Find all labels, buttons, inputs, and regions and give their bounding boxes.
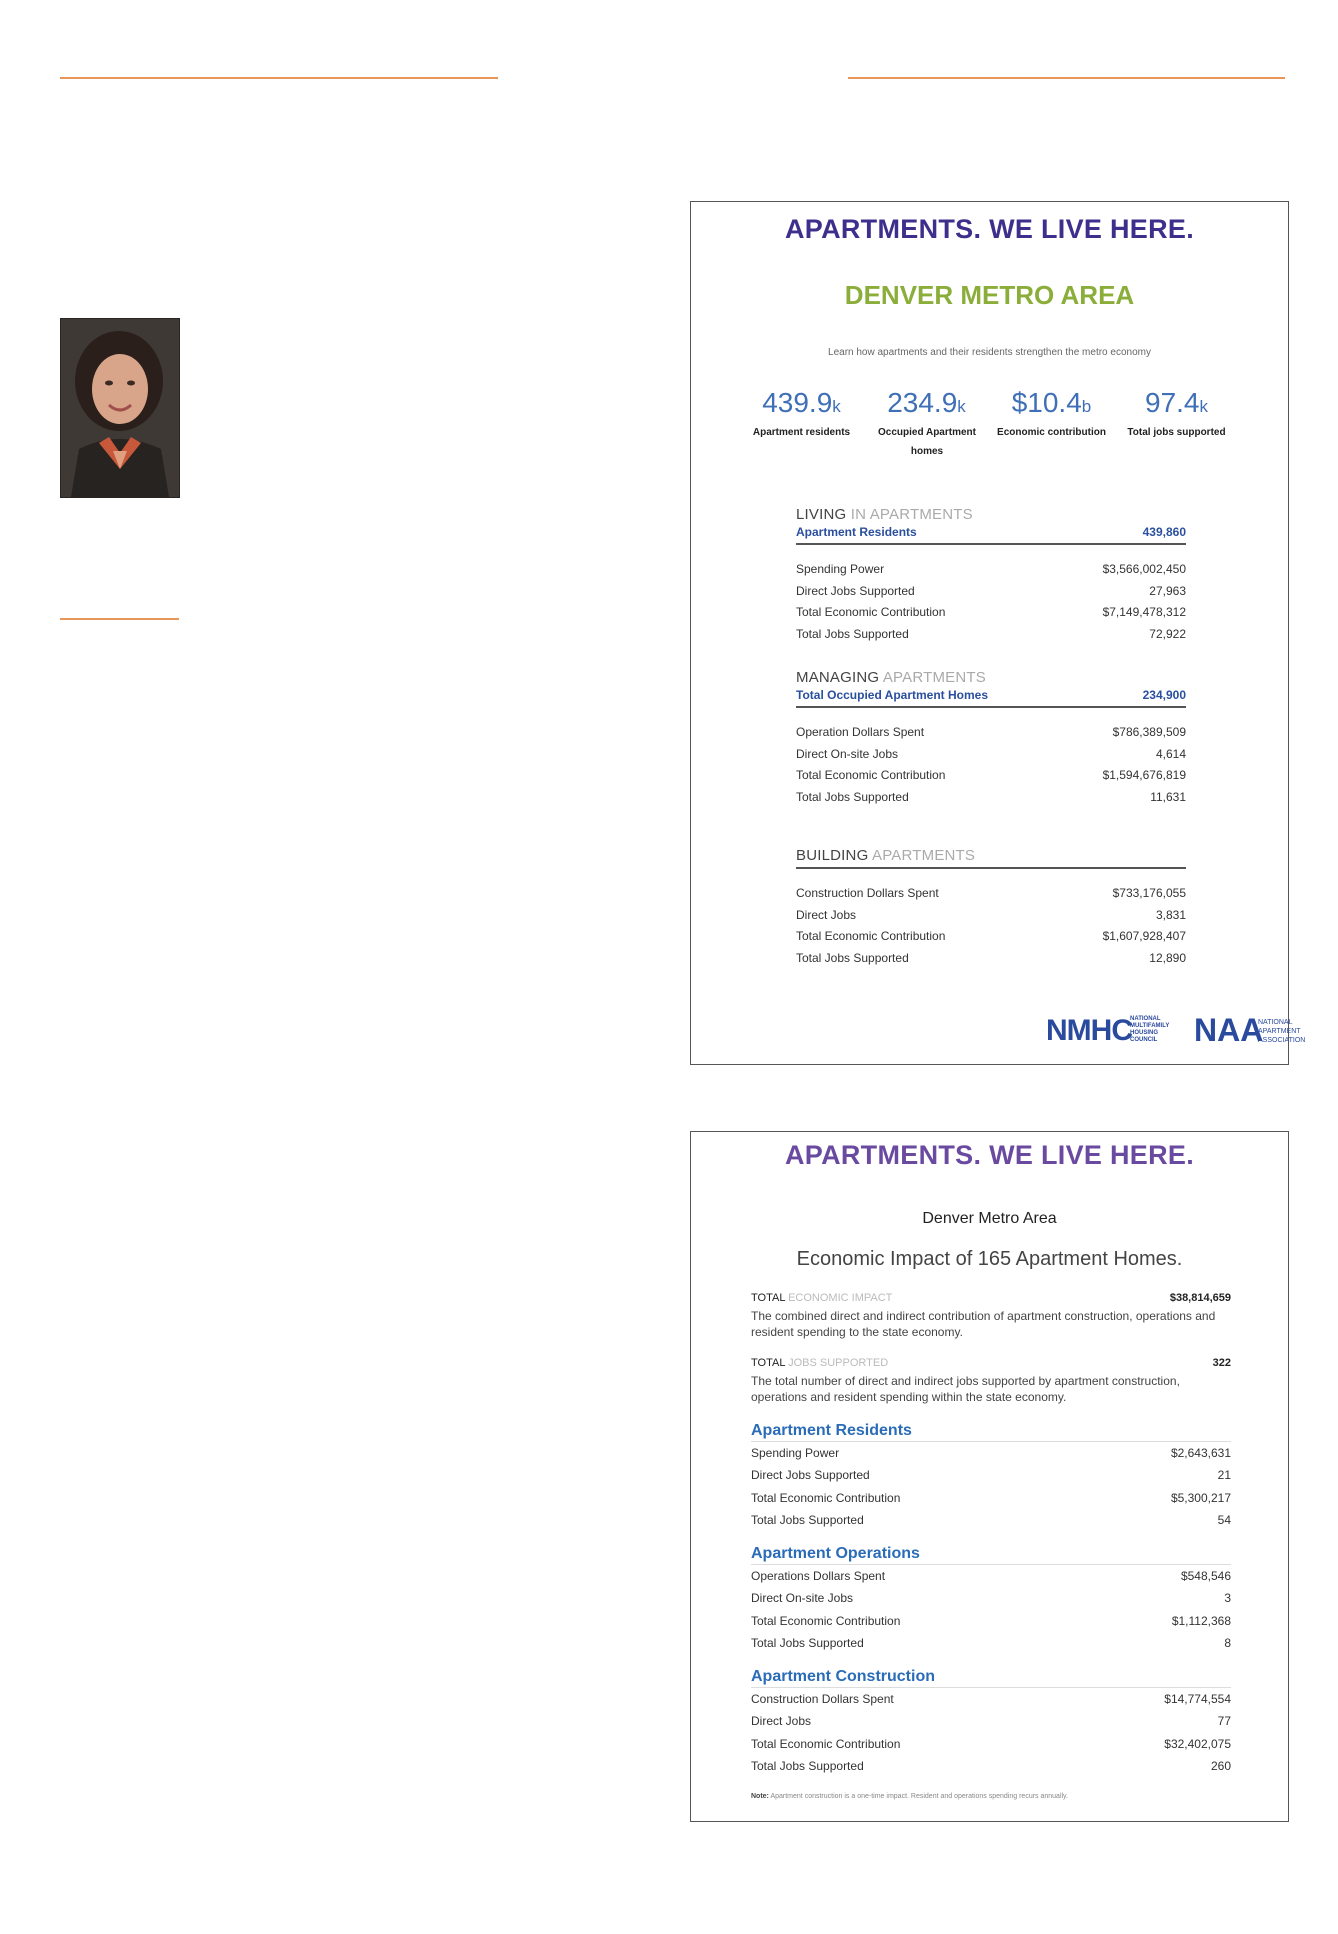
naa-logo-subtitle: NATIONAL APARTMENT ASSOCIATION (1258, 1019, 1306, 1044)
group-title: Apartment Residents (751, 1422, 1231, 1442)
table-row: Total Jobs Supported 8 (751, 1635, 1231, 1650)
stat-unit: k (957, 397, 966, 416)
stat-label: Apartment residents (752, 427, 851, 438)
table-row: Total Economic Contribution $1,594,676,819 (796, 768, 1186, 783)
table-row: Total Jobs Supported 12,890 (796, 950, 1186, 965)
section-header-line: Total Occupied Apartment Homes 234,900 (796, 686, 1186, 708)
section-header-line: Apartment Residents 439,860 (796, 523, 1186, 545)
author-photo (60, 318, 180, 498)
card2-metro-title: Denver Metro Area (922, 1210, 1057, 1227)
group-title: Apartment Operations (751, 1545, 1231, 1565)
stat-value: 234.9 (887, 387, 958, 418)
footnote: Note: Apartment construction is a one-time impact. Resident and operations spending recurs annually. (751, 1793, 1068, 1800)
card2-impact-title: Economic Impact of 165 Apartment Homes. (796, 1248, 1183, 1270)
stat-total-jobs (1114, 387, 1239, 442)
table-row: Direct Jobs 77 (751, 1714, 1231, 1729)
stat-unit: b (1081, 397, 1092, 416)
total-jobs-value: 322 (1212, 1357, 1231, 1369)
table-row: Operations Dollars Spent $548,546 (751, 1569, 1231, 1583)
table-row: Construction Dollars Spent $733,176,055 (796, 886, 1186, 900)
table-row: Total Economic Contribution $32,402,075 (751, 1736, 1231, 1751)
group-apartment-operations (751, 1545, 1231, 1654)
stat-label: Economic contribution (997, 427, 1106, 438)
denver-metro-fact-sheet (690, 201, 1306, 1065)
stat-occupied-homes (864, 387, 989, 461)
nmhc-logo-subtitle: NATIONAL MULTIFAMILY HOUSING COUNCIL (1130, 1016, 1170, 1043)
section-building (796, 847, 1186, 969)
table-row: Total Economic Contribution $5,300,217 (751, 1490, 1231, 1505)
table-row: Construction Dollars Spent $14,774,554 (751, 1692, 1231, 1706)
portrait-image (61, 319, 179, 497)
group-title: Apartment Construction (751, 1668, 1231, 1688)
table-row: Direct Jobs Supported 21 (751, 1468, 1231, 1483)
top-right-rule (848, 77, 1285, 79)
table-row: Total Jobs Supported 260 (751, 1758, 1231, 1773)
total-jobs-description: The total number of direct and indirect jobs supported by apartment construction, operations and resident spending within the state economy. (751, 1374, 1180, 1404)
table-row: Total Jobs Supported 54 (751, 1512, 1231, 1527)
section-title: LIVING IN APARTMENTS (796, 506, 973, 523)
section-title: BUILDING APARTMENTS (796, 847, 1186, 869)
table-row: Total Economic Contribution $1,607,928,407 (796, 929, 1186, 944)
table-row: Spending Power $2,643,631 (751, 1446, 1231, 1460)
section-managing (796, 669, 1186, 808)
sponsor-logos (1046, 1010, 1306, 1050)
stat-value: 97.4 (1145, 387, 1200, 418)
card1-intro: Learn how apartments and their residents strengthen the metro economy (828, 347, 1151, 358)
card1-headline: APARTMENTS. WE LIVE HERE. (784, 214, 1195, 244)
section-title: MANAGING APARTMENTS (796, 669, 986, 686)
card1-metro-title: DENVER METRO AREA (844, 280, 1135, 310)
table-row: Total Jobs Supported 72,922 (796, 626, 1186, 641)
table-row: Direct Jobs Supported 27,963 (796, 583, 1186, 598)
stat-label: Total jobs supported (1127, 427, 1226, 438)
stat-apartment-residents (739, 387, 864, 442)
table-row: Spending Power $3,566,002,450 (796, 562, 1186, 576)
table-row: Operation Dollars Spent $786,389,509 (796, 725, 1186, 739)
total-economic-impact: TOTAL ECONOMIC IMPACT $38,814,659 The combined direct and indirect contribution of apartment construction, operations and resident spending to the state economy. (751, 1292, 1231, 1339)
nmhc-logo: NMHC (1046, 1014, 1132, 1047)
table-row: Total Economic Contribution $7,149,478,312 (796, 605, 1186, 620)
section-living (796, 506, 1186, 645)
total-jobs-supported: TOTAL JOBS SUPPORTED 322 The total number of direct and indirect jobs supported by apartment construction, operations and resident spending within the state economy. (751, 1357, 1231, 1404)
table-row: Total Economic Contribution $1,112,368 (751, 1613, 1231, 1628)
naa-logo: NAA (1194, 1012, 1264, 1048)
stat-label: Occupied Apartment homes (878, 427, 976, 457)
group-apartment-construction (751, 1668, 1231, 1777)
top-left-rule (60, 77, 498, 79)
table-row: Total Jobs Supported 11,631 (796, 789, 1186, 804)
stat-economic-contribution (989, 387, 1114, 442)
table-row: Direct Jobs 3,831 (796, 907, 1186, 922)
table-row: Direct On-site Jobs 3 (751, 1591, 1231, 1606)
economic-impact-sheet (690, 1131, 1289, 1822)
total-impact-description: The combined direct and indirect contribution of apartment construction, operations and resident spending to the state economy. (751, 1309, 1216, 1339)
bio-rule (60, 618, 179, 620)
card2-headline: APARTMENTS. WE LIVE HERE. (784, 1140, 1195, 1170)
group-apartment-residents (751, 1422, 1231, 1531)
stat-value: 439.9 (762, 387, 833, 418)
stat-unit: k (832, 397, 841, 416)
stat-value: $10.4 (1011, 387, 1082, 418)
table-row: Direct On-site Jobs 4,614 (796, 746, 1186, 761)
stat-unit: k (1199, 397, 1208, 416)
total-impact-value: $38,814,659 (1169, 1292, 1231, 1304)
